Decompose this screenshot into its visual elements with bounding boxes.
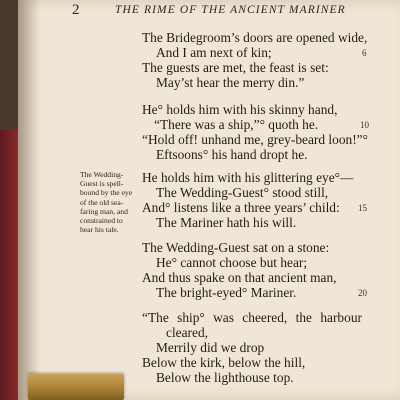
gloss-line: of the old sea-	[80, 197, 124, 207]
poem-line: Eftsoons° his hand dropt he.	[156, 147, 308, 162]
gloss-line: bound by the eye	[80, 188, 133, 198]
gloss-line: hear his tale.	[80, 225, 119, 235]
poem-line: The bright-eyed° Mariner.	[156, 285, 297, 300]
poem-line: “The ship° was cheered, the harbour	[142, 310, 362, 325]
gloss-line: constrained to	[80, 216, 123, 226]
poem-line: Below the lighthouse top.	[156, 370, 294, 385]
brass-page-weight	[28, 374, 124, 400]
poem-line: May’st hear the merry din.”	[156, 75, 305, 90]
poem-line: “There was a ship,”° quoth he.	[154, 117, 319, 132]
line-number: 6	[362, 48, 367, 58]
poem-line: He holds him with his glittering eye°—	[142, 170, 354, 185]
poem-line: The guests are met, the feast is set:	[142, 60, 329, 75]
page-number: 2	[72, 2, 80, 18]
line-number: 15	[358, 203, 367, 213]
gloss-line: Guest is spell-	[80, 179, 124, 189]
marginal-gloss	[80, 170, 150, 234]
poem-line: The Bridegroom’s doors are opened wide,	[142, 30, 368, 45]
poem-line: Below the kirk, below the hill,	[142, 355, 306, 370]
line-number: 20	[358, 288, 367, 298]
page-gutter-shadow	[18, 0, 40, 400]
book-page	[18, 0, 400, 400]
poem-line: He° cannot choose but hear;	[156, 255, 308, 270]
gloss-line: The Wedding-	[80, 170, 124, 179]
poem-line: Merrily did we drop	[156, 340, 265, 355]
gloss-line: faring man, and	[80, 206, 128, 216]
poem-line: The Mariner hath his will.	[156, 215, 297, 230]
poem-line: He° holds him with his skinny hand,	[142, 102, 338, 117]
running-head: THE RIME OF THE ANCIENT MARINER	[115, 4, 346, 16]
poem-line: “Hold off! unhand me, grey-beard loon!”°	[142, 132, 368, 147]
poem-line: And I am next of kin;	[156, 45, 272, 60]
poem-line: The Wedding-Guest° stood still,	[156, 185, 329, 200]
line-number: 10	[360, 120, 369, 130]
poem-line: cleared,	[166, 325, 208, 340]
poem-line: The Wedding-Guest sat on a stone:	[142, 240, 330, 255]
poem-line: And thus spake on that ancient man,	[142, 270, 337, 285]
poem-line: And° listens like a three years’ child:	[142, 200, 340, 215]
